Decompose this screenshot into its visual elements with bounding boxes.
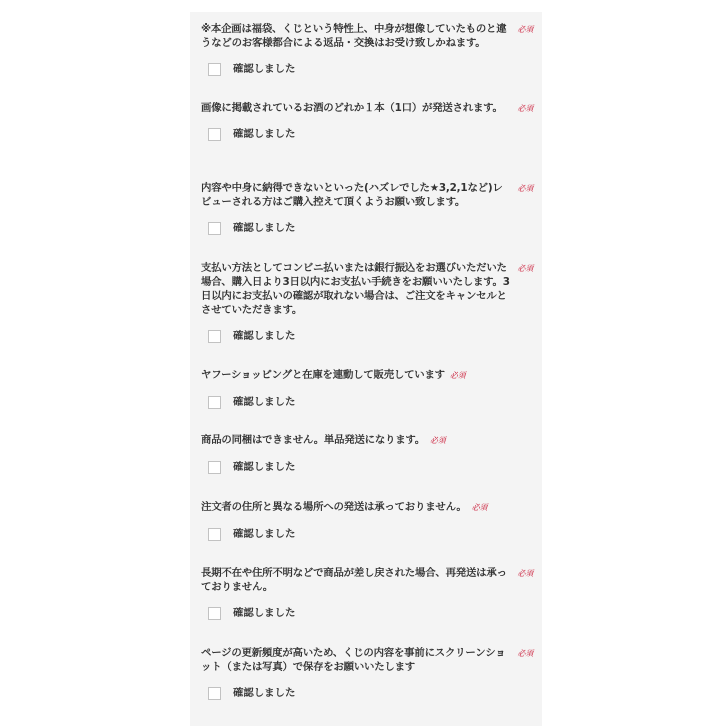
question bbox=[201, 646, 535, 674]
required-badge: 必須 bbox=[517, 25, 533, 34]
question-text: 商品の同梱はできません。単品発送になります。 bbox=[201, 434, 425, 446]
question-text: ※本企画は福袋、くじという特性上、中身が想像していたものと違うなどのお客様都合による返品・交換はお受け致しかねます。 bbox=[201, 23, 507, 49]
confirm-checkbox-row[interactable] bbox=[201, 221, 535, 239]
confirm-label[interactable]: 確認しました bbox=[233, 461, 296, 473]
confirmation-item bbox=[201, 261, 535, 347]
confirm-label[interactable]: 確認しました bbox=[233, 396, 296, 408]
confirm-checkbox[interactable] bbox=[208, 607, 221, 620]
confirm-checkbox[interactable] bbox=[208, 528, 221, 541]
confirmation-item bbox=[201, 646, 535, 704]
confirm-checkbox[interactable] bbox=[208, 687, 221, 700]
required-badge: 必須 bbox=[517, 104, 533, 113]
confirm-checkbox[interactable] bbox=[208, 222, 221, 235]
required-badge: 必須 bbox=[471, 503, 488, 512]
confirmation-item bbox=[201, 566, 535, 624]
required-badge: 必須 bbox=[449, 371, 466, 380]
confirmation-item bbox=[201, 22, 535, 80]
question-text: 画像に掲載されているお酒のどれか１本（1口）が発送されます。 bbox=[201, 102, 503, 114]
required-badge: 必須 bbox=[517, 264, 533, 273]
question-text: 支払い方法としてコンビニ払いまたは銀行振込をお選びいただいた場合、購入日より3日以内にお支払い手続きをお願いいたします。3日以内にお支払いの確認が取れない場合は、ご注文をキャンセルとさせていただきます。 bbox=[201, 262, 510, 316]
confirm-label[interactable]: 確認しました bbox=[233, 330, 296, 342]
confirm-label[interactable]: 確認しました bbox=[233, 128, 296, 140]
confirm-label[interactable]: 確認しました bbox=[233, 687, 296, 699]
confirmation-item bbox=[201, 181, 535, 239]
question-text: 内容や中身に納得できないといった(ハズレでした★3,2,1など)レビューされる方はご購入控えて頂くようお願い致します。 bbox=[201, 182, 503, 208]
confirm-checkbox[interactable] bbox=[208, 128, 221, 141]
question-text: 長期不在や住所不明などで商品が差し戻された場合、再発送は承っておりません。 bbox=[201, 567, 507, 593]
confirmation-item bbox=[201, 368, 535, 413]
confirm-label[interactable]: 確認しました bbox=[233, 607, 296, 619]
question bbox=[201, 433, 535, 448]
confirm-checkbox-row[interactable] bbox=[201, 460, 535, 478]
confirmation-item bbox=[201, 101, 535, 145]
confirm-label[interactable]: 確認しました bbox=[233, 63, 296, 75]
question bbox=[201, 22, 535, 50]
question bbox=[201, 261, 535, 317]
confirm-checkbox[interactable] bbox=[208, 330, 221, 343]
confirm-label[interactable]: 確認しました bbox=[233, 528, 296, 540]
confirm-checkbox-row[interactable] bbox=[201, 686, 535, 704]
question bbox=[201, 101, 535, 115]
question-text: ページの更新頻度が高いため、くじの内容を事前にスクリーンショット（または写真）で保存をお願いいたします bbox=[201, 647, 506, 673]
question-text: ヤフーショッピングと在庫を連動して販売しています bbox=[201, 369, 445, 381]
question-text: 注文者の住所と異なる場所への発送は承っておりません。 bbox=[201, 501, 467, 513]
confirmation-form bbox=[190, 12, 542, 726]
question bbox=[201, 566, 535, 594]
confirm-checkbox-row[interactable] bbox=[201, 62, 535, 80]
confirm-checkbox[interactable] bbox=[208, 461, 221, 474]
question bbox=[201, 368, 535, 383]
required-badge: 必須 bbox=[517, 569, 533, 578]
required-badge: 必須 bbox=[429, 436, 446, 445]
confirmation-item bbox=[201, 500, 535, 545]
required-badge: 必須 bbox=[517, 184, 533, 193]
question bbox=[201, 181, 535, 209]
confirm-checkbox-row[interactable] bbox=[201, 395, 535, 413]
confirm-checkbox-row[interactable] bbox=[201, 606, 535, 624]
required-badge: 必須 bbox=[517, 649, 533, 658]
confirm-checkbox[interactable] bbox=[208, 396, 221, 409]
question bbox=[201, 500, 535, 515]
confirm-checkbox-row[interactable] bbox=[201, 527, 535, 545]
confirm-checkbox[interactable] bbox=[208, 63, 221, 76]
confirmation-item bbox=[201, 433, 535, 478]
confirm-checkbox-row[interactable] bbox=[201, 127, 535, 145]
confirm-label[interactable]: 確認しました bbox=[233, 222, 296, 234]
confirm-checkbox-row[interactable] bbox=[201, 329, 535, 347]
